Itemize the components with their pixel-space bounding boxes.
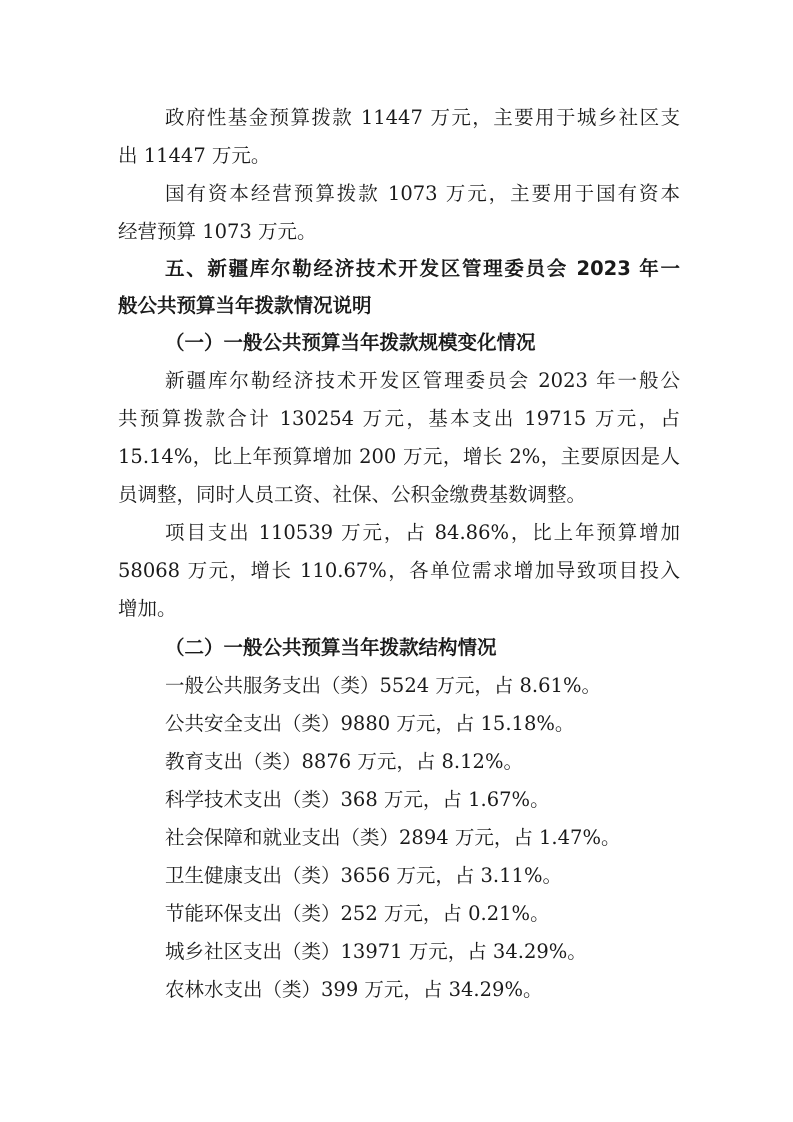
paragraph-line: 项目支出 110539 万元，占 84.86%，比上年预算增加 (165, 521, 680, 544)
list-item: 农林水支出（类）399 万元，占 34.29%。 (165, 978, 543, 1001)
paragraph-line: 国有资本经营预算拨款 1073 万元，主要用于国有资本 (165, 182, 680, 205)
paragraph-line: 员调整，同时人员工资、社保、公积金缴费基数调整。 (118, 483, 587, 506)
list-item: 卫生健康支出（类）3656 万元，占 3.11%。 (165, 864, 562, 887)
subsection-heading: （一）一般公共预算当年拨款规模变化情况 (165, 331, 536, 354)
paragraph-line: 出 11447 万元。 (118, 144, 271, 167)
paragraph-line: 58068 万元，增长 110.67%，各单位需求增加导致项目投入 (118, 559, 680, 582)
section-heading: 五、新疆库尔勒经济技术开发区管理委员会 2023 年一 (165, 257, 680, 280)
list-item: 社会保障和就业支出（类）2894 万元，占 1.47%。 (165, 826, 621, 849)
list-item: 科学技术支出（类）368 万元，占 1.67%。 (165, 788, 550, 811)
paragraph-line: 政府性基金预算拨款 11447 万元，主要用于城乡社区支 (165, 106, 680, 129)
subsection-heading: （二）一般公共预算当年拨款结构情况 (165, 636, 497, 659)
paragraph-line: 共预算拨款合计 130254 万元，基本支出 19715 万元，占 (118, 407, 680, 430)
paragraph-line: 经营预算 1073 万元。 (118, 220, 317, 243)
list-item: 一般公共服务支出（类）5524 万元，占 8.61%。 (165, 674, 601, 697)
list-item: 城乡社区支出（类）13971 万元，占 34.29%。 (165, 940, 587, 963)
paragraph-line: 新疆库尔勒经济技术开发区管理委员会 2023 年一般公 (165, 369, 680, 392)
list-item: 教育支出（类）8876 万元，占 8.12%。 (165, 750, 523, 773)
paragraph-line: 15.14%，比上年预算增加 200 万元，增长 2%，主要原因是人 (118, 445, 680, 468)
paragraph-line: 增加。 (118, 597, 177, 620)
list-item: 节能环保支出（类）252 万元，占 0.21%。 (165, 902, 550, 925)
section-heading-continued: 般公共预算当年拨款情况说明 (118, 294, 372, 317)
list-item: 公共安全支出（类）9880 万元，占 15.18%。 (165, 712, 575, 735)
